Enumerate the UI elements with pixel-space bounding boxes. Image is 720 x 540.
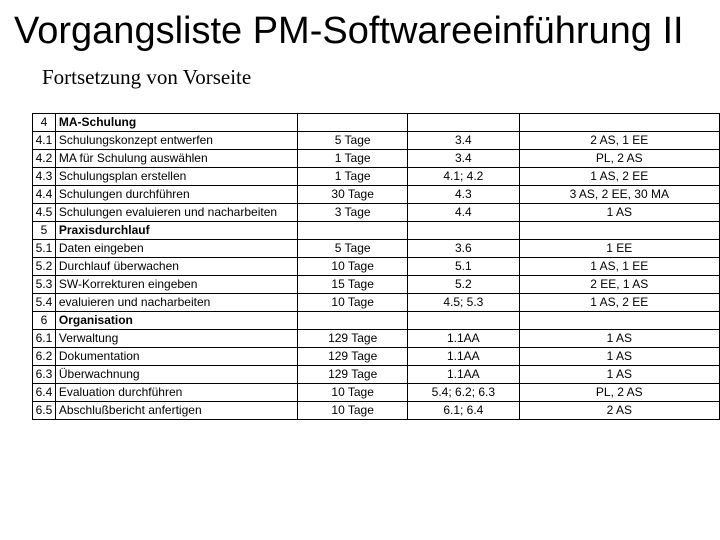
task-resources: 1 EE bbox=[519, 240, 719, 258]
task-predecessor: 1.1AA bbox=[408, 366, 519, 384]
table-row bbox=[33, 186, 720, 204]
task-table bbox=[32, 113, 720, 420]
table-row bbox=[33, 276, 720, 294]
table-row bbox=[33, 204, 720, 222]
task-resources: 3 AS, 2 EE, 30 MA bbox=[519, 186, 719, 204]
task-predecessor: 1.1AA bbox=[408, 330, 519, 348]
table-row bbox=[33, 258, 720, 276]
task-predecessor bbox=[408, 114, 519, 132]
task-name: Abschlußbericht anfertigen bbox=[55, 402, 297, 420]
task-resources: 2 AS, 1 EE bbox=[519, 132, 719, 150]
task-number: 6.3 bbox=[33, 366, 56, 384]
task-predecessor: 4.5; 5.3 bbox=[408, 294, 519, 312]
task-name: evaluieren und nacharbeiten bbox=[55, 294, 297, 312]
task-duration: 129 Tage bbox=[298, 366, 408, 384]
task-name: Evaluation durchführen bbox=[55, 384, 297, 402]
task-number: 6.4 bbox=[33, 384, 56, 402]
task-duration: 3 Tage bbox=[298, 204, 408, 222]
task-predecessor: 3.4 bbox=[408, 150, 519, 168]
table-row bbox=[33, 294, 720, 312]
task-predecessor: 3.4 bbox=[408, 132, 519, 150]
task-number: 4.5 bbox=[33, 204, 56, 222]
table-section-row bbox=[33, 312, 720, 330]
task-name: Überwachnung bbox=[55, 366, 297, 384]
task-duration: 30 Tage bbox=[298, 186, 408, 204]
task-duration: 10 Tage bbox=[298, 384, 408, 402]
task-predecessor: 5.4; 6.2; 6.3 bbox=[408, 384, 519, 402]
task-predecessor bbox=[408, 312, 519, 330]
task-name: Dokumentation bbox=[55, 348, 297, 366]
page-title: Vorgangsliste PM-Softwareeinführung II bbox=[14, 10, 684, 52]
task-duration bbox=[298, 114, 408, 132]
task-number: 4.3 bbox=[33, 168, 56, 186]
task-name: Verwaltung bbox=[55, 330, 297, 348]
task-name: Daten eingeben bbox=[55, 240, 297, 258]
task-number: 4.2 bbox=[33, 150, 56, 168]
table-row bbox=[33, 366, 720, 384]
task-duration: 15 Tage bbox=[298, 276, 408, 294]
task-name: Durchlauf überwachen bbox=[55, 258, 297, 276]
task-name: Praxisdurchlauf bbox=[55, 222, 297, 240]
task-resources: 1 AS, 2 EE bbox=[519, 168, 719, 186]
task-resources bbox=[519, 222, 719, 240]
task-predecessor: 3.6 bbox=[408, 240, 519, 258]
task-duration: 10 Tage bbox=[298, 294, 408, 312]
table-row bbox=[33, 150, 720, 168]
task-number: 4.1 bbox=[33, 132, 56, 150]
task-resources: PL, 2 AS bbox=[519, 150, 719, 168]
task-number: 6.1 bbox=[33, 330, 56, 348]
task-name: Schulungsplan erstellen bbox=[55, 168, 297, 186]
table-section-row bbox=[33, 114, 720, 132]
task-number: 6.2 bbox=[33, 348, 56, 366]
task-resources: 2 EE, 1 AS bbox=[519, 276, 719, 294]
page-subtitle: Fortsetzung von Vorseite bbox=[42, 65, 252, 89]
task-resources: 1 AS bbox=[519, 366, 719, 384]
task-predecessor: 1.1AA bbox=[408, 348, 519, 366]
task-number: 5 bbox=[33, 222, 56, 240]
task-number: 4 bbox=[33, 114, 56, 132]
task-resources: 1 AS bbox=[519, 204, 719, 222]
task-duration: 1 Tage bbox=[298, 150, 408, 168]
table-section-row bbox=[33, 222, 720, 240]
task-resources: 2 AS bbox=[519, 402, 719, 420]
task-number: 5.4 bbox=[33, 294, 56, 312]
task-name: Organisation bbox=[55, 312, 297, 330]
task-name: Schulungen evaluieren und nacharbeiten bbox=[55, 204, 297, 222]
table-row bbox=[33, 402, 720, 420]
task-name: Schulungskonzept entwerfen bbox=[55, 132, 297, 150]
task-predecessor: 4.3 bbox=[408, 186, 519, 204]
table-row bbox=[33, 330, 720, 348]
task-name: Schulungen durchführen bbox=[55, 186, 297, 204]
task-number: 5.1 bbox=[33, 240, 56, 258]
task-resources: 1 AS, 1 EE bbox=[519, 258, 719, 276]
task-duration: 1 Tage bbox=[298, 168, 408, 186]
task-resources: 1 AS, 2 EE bbox=[519, 294, 719, 312]
task-duration bbox=[298, 312, 408, 330]
task-resources bbox=[519, 312, 719, 330]
task-number: 5.2 bbox=[33, 258, 56, 276]
table-row bbox=[33, 168, 720, 186]
task-predecessor: 4.1; 4.2 bbox=[408, 168, 519, 186]
task-duration: 10 Tage bbox=[298, 402, 408, 420]
task-name: MA für Schulung auswählen bbox=[55, 150, 297, 168]
task-duration: 129 Tage bbox=[298, 330, 408, 348]
task-predecessor: 5.2 bbox=[408, 276, 519, 294]
table-row bbox=[33, 132, 720, 150]
task-resources bbox=[519, 114, 719, 132]
task-number: 6 bbox=[33, 312, 56, 330]
task-duration: 5 Tage bbox=[298, 240, 408, 258]
task-resources: 1 AS bbox=[519, 348, 719, 366]
task-number: 6.5 bbox=[33, 402, 56, 420]
table-row bbox=[33, 348, 720, 366]
table-row bbox=[33, 240, 720, 258]
task-duration: 5 Tage bbox=[298, 132, 408, 150]
task-name: SW-Korrekturen eingeben bbox=[55, 276, 297, 294]
task-number: 5.3 bbox=[33, 276, 56, 294]
task-duration: 129 Tage bbox=[298, 348, 408, 366]
task-resources: PL, 2 AS bbox=[519, 384, 719, 402]
task-name: MA-Schulung bbox=[55, 114, 297, 132]
task-predecessor: 6.1; 6.4 bbox=[408, 402, 519, 420]
task-predecessor bbox=[408, 222, 519, 240]
task-duration: 10 Tage bbox=[298, 258, 408, 276]
table-row bbox=[33, 384, 720, 402]
task-resources: 1 AS bbox=[519, 330, 719, 348]
task-predecessor: 4.4 bbox=[408, 204, 519, 222]
task-number: 4.4 bbox=[33, 186, 56, 204]
task-predecessor: 5.1 bbox=[408, 258, 519, 276]
task-duration bbox=[298, 222, 408, 240]
